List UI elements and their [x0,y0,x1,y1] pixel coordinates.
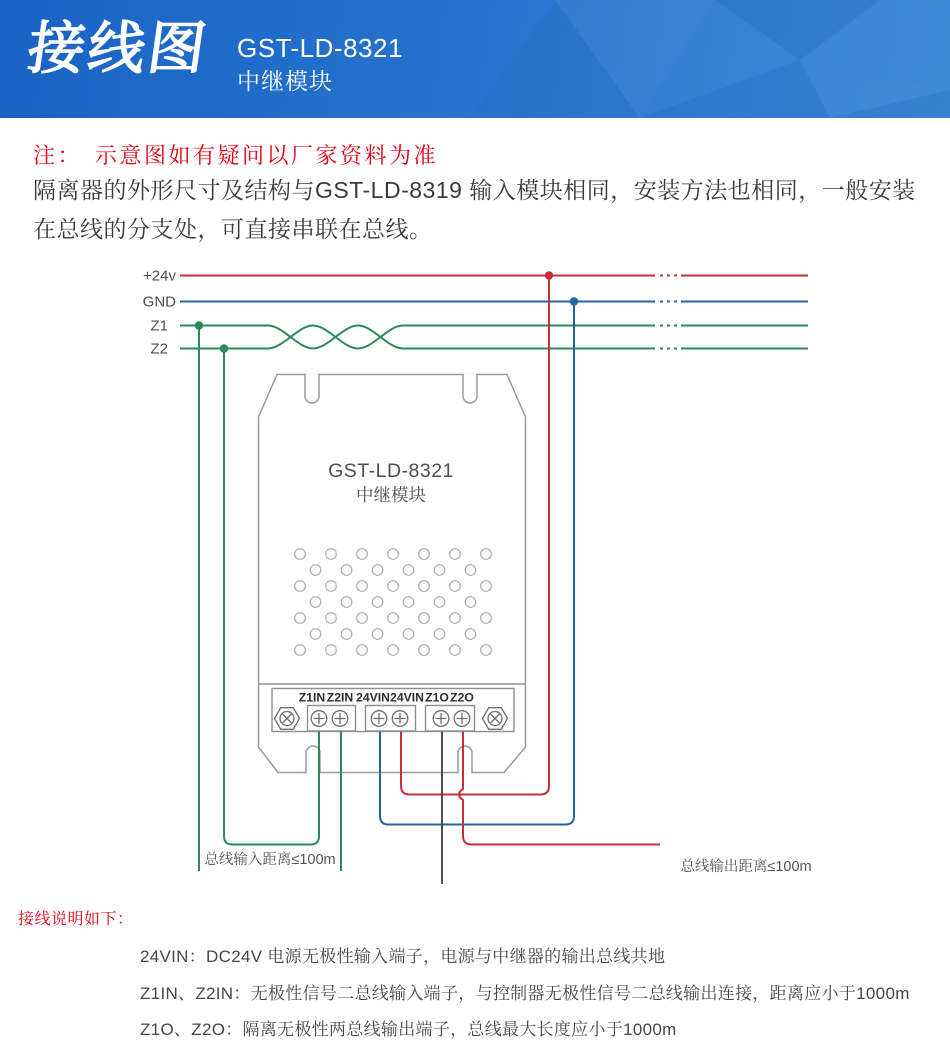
terminal-label-z2in: Z2IN [326,690,354,705]
description-line-2: 在总线的分支处，可直接串联在总线。 [33,216,433,242]
module-name-text: 中继模块 [356,485,426,505]
bus-label-gnd: GND [142,293,176,311]
description-line-1: 隔离器的外形尺寸及结构与GST-LD-8319 输入模块相同，安装方法也相同，一般安装 [33,177,916,203]
junction-dot [220,344,228,352]
terminal-label-24vin-1: 24VIN [356,690,390,705]
input-distance-label: 总线输入距离≤100m [204,852,336,868]
note-label: 注： [33,143,83,168]
module-model-text: GST-LD-8321 [328,460,454,482]
bus-label-z1: Z1 [150,317,168,335]
module-bottom-notch [458,746,472,773]
twisted-pair [268,326,403,349]
terminal-labels [299,691,474,705]
module-body [259,374,526,774]
hex-screw-icon [275,708,300,730]
page-title: 接线图 [23,17,213,81]
hex-screw-icon [483,708,508,730]
terminal-label-24vin-2: 24VIN [390,690,424,705]
junction-dot [570,297,578,305]
header-module-name: 中继模块 [237,68,333,94]
module-top-notch [305,374,319,403]
bus-label-24v: +24v [143,267,176,285]
terminal-label-z1o: Z1O [425,690,449,705]
header-model-number: GST-LD-8321 [237,33,403,63]
module-top-notch [463,374,477,403]
junction-dot [545,271,553,279]
bus-label-z2: Z2 [150,340,168,358]
note-warning-text: 示意图如有疑问以厂家资料为准 [95,143,439,168]
terminal-label-z1in: Z1IN [298,690,326,705]
junction-dot [195,321,203,329]
bus-labels [143,268,177,358]
instruction-item-z1o-z2o: Z1O、Z2O：隔离无极性两总线输出端子，总线最大长度应小于1000m [140,1020,677,1039]
module-bottom-notch [306,746,320,773]
instructions-heading: 接线说明如下： [18,911,134,928]
output-distance-label: 总线输出距离≤100m [680,859,812,875]
instruction-item-z1in-z2in: Z1IN、Z2IN：无极性信号二总线输入端子，与控制器无极性信号二总线输出连接，距离应小于1000m [140,984,910,1003]
bus-lines [180,276,808,349]
terminal-label-z2o: Z2O [450,690,474,705]
instruction-item-24vin: 24VIN：DC24V 电源无极性输入端子，电源与中继器的输出总线共地 [140,947,666,966]
